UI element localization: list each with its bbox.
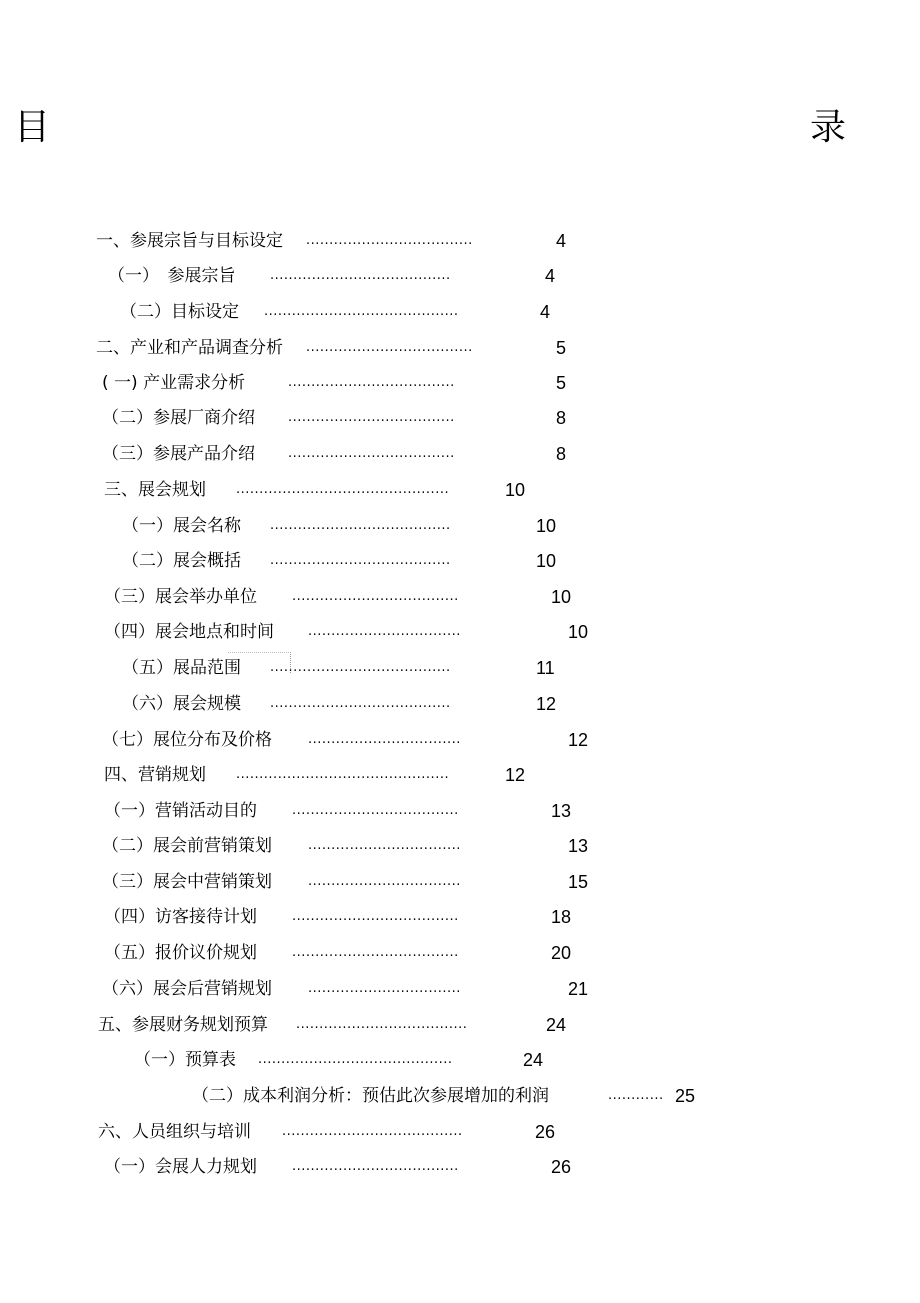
- toc-entry-page-number: 20: [551, 943, 572, 963]
- toc-entry-title: （一）营销活动目的: [104, 801, 257, 821]
- toc-entry[interactable]: [0, 1155, 900, 1179]
- toc-entry-page-number: 4: [540, 302, 551, 322]
- toc-entry[interactable]: [0, 763, 900, 787]
- toc-entry[interactable]: [0, 514, 900, 538]
- toc-entry-title: 四、营销规划: [104, 765, 206, 785]
- toc-entry[interactable]: [0, 478, 900, 502]
- toc-entry-page-number: 4: [556, 231, 567, 251]
- toc-entry[interactable]: [0, 300, 900, 324]
- toc-entry-leader: .................................: [308, 874, 461, 889]
- toc-entry-page-number: 10: [551, 587, 572, 607]
- toc-entry-title: （一）展会名称: [122, 516, 241, 536]
- toc-entry-title: 一、参展宗旨与目标设定: [96, 231, 283, 251]
- toc-entry-page-number: 8: [556, 408, 567, 428]
- toc-entry-page-number: 12: [568, 730, 589, 750]
- toc-entry-page-number: 11: [536, 658, 555, 678]
- toc-entry-leader: ....................................: [292, 909, 459, 924]
- toc-entry-title: ( 一) 产业需求分析: [102, 373, 246, 393]
- toc-entry-page-number: 5: [556, 373, 567, 393]
- toc-entry-title: （二）展会前营销策划: [102, 836, 272, 856]
- toc-entry-page-number: 26: [535, 1122, 556, 1142]
- toc-entry-leader: ....................................: [292, 803, 459, 818]
- toc-entry[interactable]: [0, 834, 900, 858]
- toc-entry-leader: ....................................: [288, 446, 455, 461]
- toc-entry-leader: ..............................................: [236, 767, 450, 782]
- toc-entry-title: （三）展会中营销策划: [102, 872, 272, 892]
- toc-entry-page-number: 10: [568, 622, 589, 642]
- toc-entry[interactable]: [0, 620, 900, 644]
- toc-entry-leader: .......................................: [270, 696, 451, 711]
- toc-entry[interactable]: [0, 336, 900, 360]
- toc-entry-page-number: 13: [568, 836, 589, 856]
- toc-entry[interactable]: [0, 442, 900, 466]
- toc-entry[interactable]: [0, 1048, 900, 1072]
- toc-entry[interactable]: [0, 406, 900, 430]
- toc-entry[interactable]: [0, 1120, 900, 1144]
- toc-entry-title: （一） 参展宗旨: [108, 266, 236, 286]
- toc-entry-leader: ....................................: [306, 233, 473, 248]
- toc-entry-title: （六）展会后营销规划: [102, 979, 272, 999]
- toc-entry-title: （六）展会规模: [122, 694, 241, 714]
- toc-entry-page-number: 4: [545, 266, 556, 286]
- toc-entry-leader: ....................................: [306, 340, 473, 355]
- toc-heading-right: 录: [810, 107, 847, 148]
- toc-entry-title: （一）预算表: [134, 1050, 236, 1070]
- toc-entry[interactable]: [0, 905, 900, 929]
- toc-entry-title: （二）成本利润分析：预估此次参展增加的利润: [192, 1086, 549, 1106]
- toc-entry-page-number: 25: [675, 1086, 696, 1106]
- toc-entry-leader: ....................................: [288, 375, 455, 390]
- toc-entry[interactable]: [0, 941, 900, 965]
- toc-entry-page-number: 12: [505, 765, 526, 785]
- toc-entry-title: （四）展会地点和时间: [104, 622, 274, 642]
- toc-entry-leader: .................................: [308, 981, 461, 996]
- toc-entry-title: （五）展品范围: [122, 658, 241, 678]
- toc-entry-page-number: 21: [568, 979, 589, 999]
- toc-entry-title: （二）参展厂商介绍: [102, 408, 255, 428]
- toc-entry-page-number: 10: [536, 551, 557, 571]
- toc-entry-leader: .......................................: [270, 268, 451, 283]
- toc-entry-leader: ....................................: [288, 410, 455, 425]
- toc-entry-leader: ....................................: [292, 945, 459, 960]
- toc-entry-title: 二、产业和产品调查分析: [96, 338, 283, 358]
- toc-entry-leader: .......................................: [270, 553, 451, 568]
- toc-entry-leader: ..........................................: [264, 304, 459, 319]
- toc-entry-title: （三）展会举办单位: [104, 587, 257, 607]
- toc-entry[interactable]: [0, 799, 900, 823]
- toc-entry-page-number: 26: [551, 1157, 572, 1177]
- toc-entry-page-number: 5: [556, 338, 567, 358]
- toc-entry[interactable]: [0, 1084, 900, 1108]
- toc-entry-title: 六、人员组织与培训: [98, 1122, 251, 1142]
- toc-entry-leader: ............: [608, 1088, 664, 1103]
- toc-entry-title: （二）展会概括: [122, 551, 241, 571]
- toc-entry-title: （二）目标设定: [120, 302, 239, 322]
- toc-entry-leader: .......................................: [282, 1124, 463, 1139]
- toc-entry[interactable]: [0, 692, 900, 716]
- toc-heading-left: 目: [14, 107, 51, 148]
- toc-entry-leader: ..........................................: [258, 1052, 453, 1067]
- toc-entry-page-number: 10: [505, 480, 526, 500]
- toc-entry-leader: ..............................................: [236, 482, 450, 497]
- toc-entry-leader: .................................: [308, 732, 461, 747]
- toc-entry-title: （五）报价议价规划: [104, 943, 257, 963]
- toc-entry-title: 三、展会规划: [104, 480, 206, 500]
- toc-entry-page-number: 13: [551, 801, 572, 821]
- toc-entry-leader: .................................: [308, 624, 461, 639]
- toc-entry[interactable]: [0, 977, 900, 1001]
- toc-entry[interactable]: [0, 549, 900, 573]
- toc-entry-title: 五、参展财务规划预算: [98, 1015, 268, 1035]
- toc-entry-page-number: 18: [551, 907, 572, 927]
- toc-entry[interactable]: [0, 656, 900, 680]
- toc-entry-page-number: 15: [568, 872, 589, 892]
- toc-entry-title: （七）展位分布及价格: [102, 730, 272, 750]
- toc-entry-leader: ....................................: [292, 1159, 459, 1174]
- toc-entry[interactable]: [0, 585, 900, 609]
- toc-entry-leader: .......................................: [270, 518, 451, 533]
- toc-entry-leader: .......................................: [270, 660, 451, 675]
- toc-entry-title: （三）参展产品介绍: [102, 444, 255, 464]
- toc-entry-page-number: 24: [546, 1015, 567, 1035]
- toc-entry-title: （四）访客接待计划: [104, 907, 257, 927]
- toc-entry[interactable]: [0, 229, 900, 253]
- toc-entry-leader: ....................................: [292, 589, 459, 604]
- toc-entry[interactable]: [0, 264, 900, 288]
- toc-entry-page-number: 24: [523, 1050, 544, 1070]
- toc-entry[interactable]: [0, 1013, 900, 1037]
- toc-entry-page-number: 10: [536, 516, 557, 536]
- toc-entry-leader: .................................: [308, 838, 461, 853]
- toc-entry[interactable]: [0, 728, 900, 752]
- toc-entry-page-number: 8: [556, 444, 567, 464]
- toc-entry[interactable]: [0, 371, 900, 395]
- toc-entry-title: （一）会展人力规划: [104, 1157, 257, 1177]
- toc-entry[interactable]: [0, 870, 900, 894]
- toc-entry-leader: .....................................: [296, 1017, 468, 1032]
- toc-entry-page-number: 12: [536, 694, 557, 714]
